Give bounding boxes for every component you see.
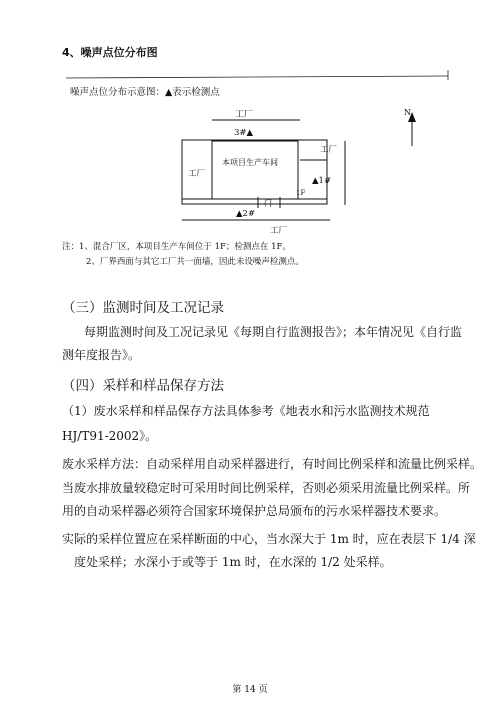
monitor-point-1: ▲1#	[312, 176, 332, 186]
section3-line-2: 测年度报告》。	[62, 348, 141, 362]
factory-left-label: 工厂	[188, 169, 206, 179]
section4-line-5: 用的自动采样器必须符合国家环境保护总局颁布的污水采样器技术要求。	[62, 504, 447, 518]
north-label: N	[404, 108, 411, 117]
section4-line-6: 实际的采样位置应在采样断面的中心，当水深大于 1m 时，应在表层下 1/4 深	[62, 532, 476, 546]
noise-point-diagram	[0, 0, 500, 280]
factory-right-label: 工厂	[320, 145, 338, 155]
workshop-label: 本项目生产车间	[222, 158, 278, 167]
door-label: 门	[264, 199, 272, 208]
section4-line-2: HJ/T91-2002》。	[62, 429, 158, 443]
section4-line-1: （1）废水采样和样品保存方法具体参考《地表水和污水监测技术规范	[62, 404, 430, 418]
note-2: 2、厂界西面与其它工厂共一面墙，因此未设噪声检测点。	[86, 257, 304, 267]
monitor-point-2: ▲2#	[236, 209, 256, 219]
floor-label: 1F	[296, 189, 306, 197]
separator-line	[66, 76, 448, 78]
page-number: 第 14 页	[232, 685, 268, 695]
section4-title: （四）采样和样品保存方法	[62, 378, 224, 394]
diagram-caption: 噪声点位分布示意图：▲表示检测点	[70, 87, 220, 98]
monitor-point-3: 3#▲	[234, 128, 254, 138]
section4-line-7: 度处采样；水深小于或等于 1m 时，在水深的 1/2 处采样。	[74, 555, 392, 569]
workshop-inner	[212, 141, 298, 199]
factory-bottom-label: 工厂	[270, 226, 288, 236]
factory-top-label: 工厂	[235, 110, 254, 120]
section3-title: （三）监测时间及工况记录	[62, 300, 224, 316]
section3-line-1: 每期监测时间及工况记录见《每期自行监测报告》；本年情况见《自行监	[84, 325, 463, 339]
section-heading-noise-map: 4、噪声点位分布图	[62, 46, 158, 59]
note-1: 注：1、混合厂区，本项目生产车间位于 1F；检测点在 1F。	[62, 242, 291, 252]
section4-line-4: 当废水排放量较稳定时可采用时间比例采样，否则必须采用流量比例采样。所	[62, 481, 471, 495]
section4-line-3: 废水采样方法：自动采样用自动采样器进行，有时间比例采样和流量比例采样。	[62, 457, 483, 471]
